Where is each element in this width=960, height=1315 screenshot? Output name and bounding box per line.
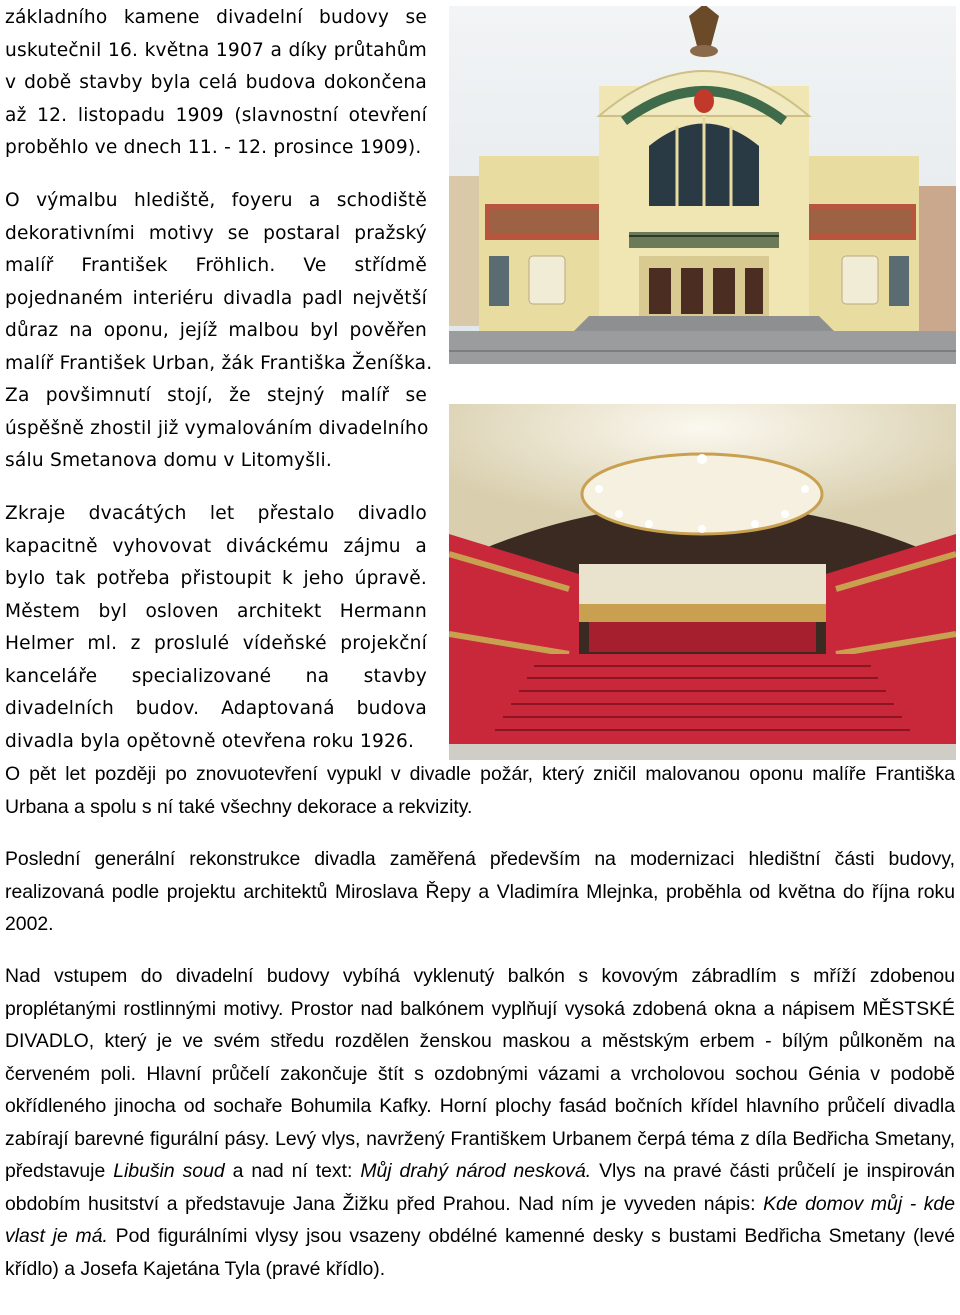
text-line: Helmer ml. z proslulé vídeňské projekční (5, 633, 427, 654)
text-line: malíř František Urban, žák Františka Ženíška. (5, 352, 433, 374)
work-title-libusin-soud: Libušin soud (113, 1160, 225, 1182)
text-line: základního kamene divadelní budovy se (5, 7, 427, 28)
inscription-right: Kde domov můj - kde vlast je má. (5, 1192, 955, 1247)
paragraph-helmer (5, 498, 427, 758)
text-line: kanceláře specializované na stavby (5, 665, 427, 687)
text-line: Zkraje dvacátých let přestalo divadlo (5, 503, 427, 524)
paragraph-text: O pět let později po znovuotevření vypukl v divadle požár, který zničil malovanou oponu malíře Františka Urbana a spolu s ní také všechny dekorace a rekvizity. (5, 763, 955, 818)
photo-theatre-facade (449, 6, 956, 364)
text-line: úspěšně zhostil již vymalováním divadelního (5, 417, 429, 439)
text-line: divadla byla opětovně otevřena roku 1926. (5, 730, 415, 752)
paragraph-text-a: Nad vstupem do divadelní budovy vybíhá vyklenutý balkón s kovovým zábradlím s mříží zdobenou proplétanými rostlinnými motivy. Prostor nad balkónem vyplňují vysoká zdobená okna a nápisem MĚSTSKÉ DIVADLO, který je ve svém středu rozdělen ženskou maskou a městským erbem - bílým půlkoněm na červeném poli. Hlavní průčelí zakončuje štít s ozdobnými vázami a vrcholovou sochou Génia v podobě okřídleného jinocha od sochaře Bohumila Kafky. Horní plochy fasád bočních křídel hlavního průčelí divadla zabírají barevné figurální pásy. Levý vlys, navržený Františkem Urbanem čerpá téma z díla Bedřicha Smetany, představuje (5, 965, 955, 1182)
photo-theatre-auditorium (449, 404, 956, 760)
paragraph-reconstruction (5, 843, 955, 941)
paragraph-text-c: Vlys na pravé části průčelí je inspirován obdobím husitství a představuje Jana Žižku před Prahou. Nad ním je vyveden nápis: (5, 1160, 956, 1215)
text-line: O výmalbu hlediště, foyeru a schodiště (5, 190, 427, 211)
text-line: bylo tak potřeba přistoupit k jeho úpravě. (5, 568, 427, 589)
paragraph-painting (5, 185, 433, 478)
text-line: kapacitně vyhovovat diváckému zájmu a (5, 535, 427, 557)
text-line: uskutečnil 16. května 1907 a díky průtahům (5, 39, 427, 61)
text-line: důraz na oponu, jejíž malbou byl pověřen (5, 320, 427, 341)
text-line: divadelních budov. Adaptovaná budova (5, 698, 427, 719)
text-line: v době stavby byla celá budova dokončena (5, 72, 427, 93)
paragraph-text: Poslední generální rekonstrukce divadla zaměřená především na modernizaci hledištní části budovy, realizovaná podle projektu architektů Miroslava Řepy a Vladimíra Mlejnka, proběhla od května do října roku 2002. (5, 848, 955, 935)
paragraph-text-b: a nad ní text: (224, 1160, 361, 1182)
text-line: Za povšimnutí stojí, že stejný malíř se (5, 385, 427, 406)
text-line: dekorativními motivy se postaral pražský (5, 222, 427, 244)
text-line: Městem byl osloven architekt Hermann (5, 600, 427, 622)
paragraph-construction (5, 2, 427, 165)
text-line: pojednaném interiéru divadla padl největší (5, 287, 427, 309)
paragraph-facade (5, 960, 955, 1285)
paragraph-fire (5, 758, 955, 823)
inscription-left: Můj drahý národ nesková. (360, 1160, 592, 1182)
paragraph-text-d: Pod figurálními vlysy jsou vsazeny obdélné kamenné desky s bustami Bedřicha Smetany (levé křídlo) a Josefa Kajetána Tyla (pravé křídlo). (5, 1225, 955, 1280)
text-line: sálu Smetanova domu v Litomyšli. (5, 450, 332, 471)
text-line: malíř František Fröhlich. Ve střídmě (5, 255, 427, 276)
text-line: proběhlo ve dnech 11. - 12. prosince 1909). (5, 137, 422, 158)
text-line: až 12. listopadu 1909 (slavnostní otevření (5, 104, 427, 126)
auditorium-illustration (449, 404, 956, 760)
facade-illustration (449, 6, 956, 364)
